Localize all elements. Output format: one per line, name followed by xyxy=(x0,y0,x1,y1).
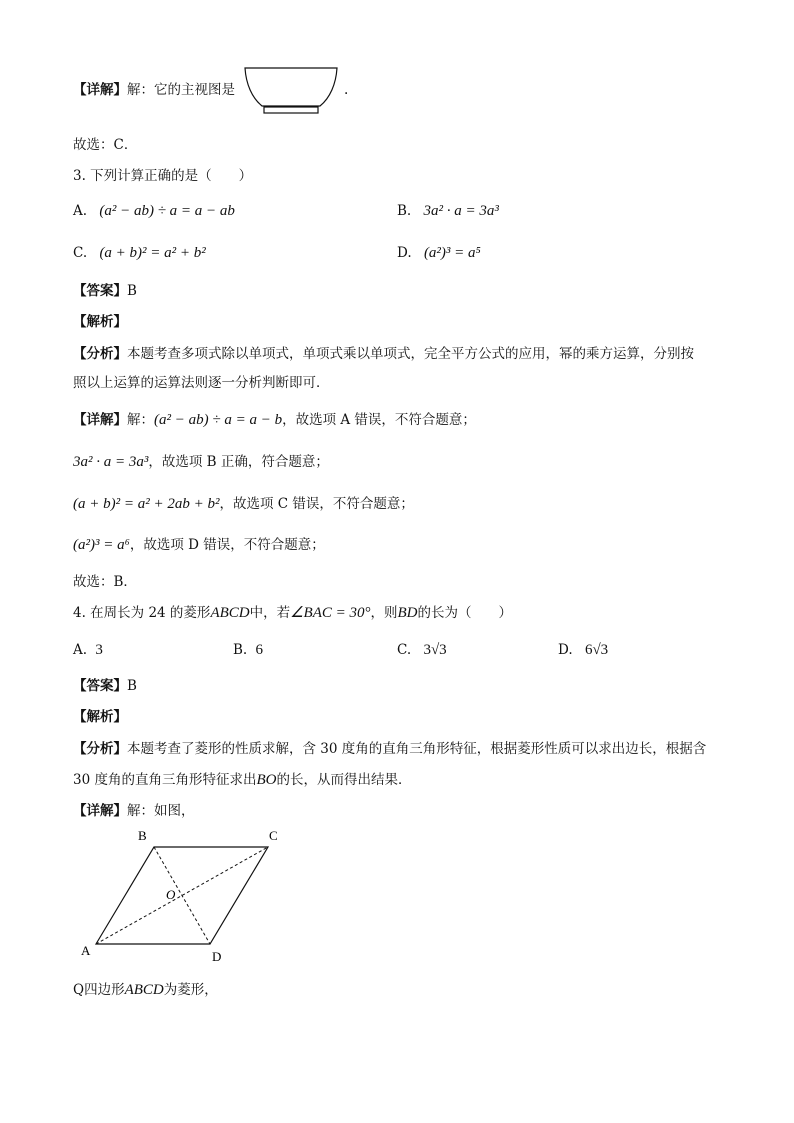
detail-tag: 【详解】 xyxy=(73,82,127,98)
q4-option-a xyxy=(73,640,103,660)
q3-fenxi-line1 xyxy=(73,344,694,364)
option-expr: (a² − ab) ÷ a = a − ab xyxy=(99,203,235,219)
q4-last-line xyxy=(73,980,218,1000)
fenxi-tag: 【分析】 xyxy=(73,346,127,362)
q3-option-b xyxy=(397,201,499,221)
detail-end-dot: . xyxy=(344,82,349,98)
q3-detail-line2 xyxy=(73,452,329,472)
q3-analysis-tag: 【解析】 xyxy=(73,314,127,330)
detail-tag: 【详解】 xyxy=(73,412,127,428)
vertex-label-c: C xyxy=(269,828,278,843)
option-label: D. xyxy=(558,642,573,658)
answer-value: B xyxy=(127,283,137,299)
q3-answer xyxy=(73,281,137,301)
q3-choice: 故选：B． xyxy=(73,574,137,590)
detail-text: ，故选项 B 正确，符合题意； xyxy=(148,454,329,470)
vertex-label-b: B xyxy=(138,828,147,843)
option-label: B. xyxy=(397,203,412,219)
q2-choice: 故选：C． xyxy=(73,137,138,153)
math-angle: ∠BAC = 30° xyxy=(290,605,371,621)
option-value: 3√3 xyxy=(423,642,447,658)
q4-option-b xyxy=(233,640,263,660)
detail-text: 解：如图， xyxy=(127,803,195,819)
math-abcd: ABCD xyxy=(210,605,250,621)
math-expr: 3a² · a = 3a³ xyxy=(73,454,149,470)
q4-fenxi-line1 xyxy=(73,739,706,759)
option-value: 3 xyxy=(95,642,103,658)
math-expr: (a²)³ = a⁶ xyxy=(73,537,130,553)
diagonal-bd xyxy=(154,847,210,944)
option-label: C. xyxy=(397,642,412,658)
q4-analysis-tag: 【解析】 xyxy=(73,709,127,725)
math-bd: BD xyxy=(397,605,418,621)
option-label: B. xyxy=(233,642,248,658)
vertex-label-d: D xyxy=(212,949,222,964)
q3-fenxi-line2: 照以上运算的运算法则逐一分析判断即可． xyxy=(73,375,330,391)
vertex-label-a: A xyxy=(81,943,91,958)
q4-answer xyxy=(73,676,137,696)
fenxi-text: 的长，从而得出结果． xyxy=(276,772,412,788)
q3-option-c xyxy=(73,243,206,263)
stem-text: ，则 xyxy=(370,605,398,621)
stem-text: 的长为（ ） xyxy=(417,605,513,621)
answer-tag: 【答案】 xyxy=(73,283,127,299)
option-value: 6 xyxy=(255,642,264,658)
q3-stem: 3. 下列计算正确的是（ ） xyxy=(73,168,253,184)
answer-value: B xyxy=(127,678,137,694)
detail-tag: 【详解】 xyxy=(73,803,127,819)
detail-text: ，故选项 C 错误，不符合题意； xyxy=(219,496,414,512)
because-symbol: Q xyxy=(73,982,85,998)
detail-prefix: 解： xyxy=(127,412,154,428)
detail-text: ，故选项 D 错误，不符合题意； xyxy=(129,537,325,553)
option-expr: 3a² · a = 3a³ xyxy=(423,203,499,219)
fenxi-text: 30 度角的直角三角形特征求出 xyxy=(73,772,257,788)
last-text: 四边形 xyxy=(84,982,125,998)
q3-detail-line4 xyxy=(73,535,325,555)
q4-option-c xyxy=(397,640,447,660)
math-abcd: ABCD xyxy=(124,982,164,998)
math-bo: BO xyxy=(256,772,277,788)
q4-stem xyxy=(73,603,512,623)
fenxi-text: 本题考查多项式除以单项式，单项式乘以单项式，完全平方公式的应用，幂的乘方运算，分别按 xyxy=(127,346,694,362)
math-expr: (a² − ab) ÷ a = a − b xyxy=(154,412,283,428)
q2-detail-line xyxy=(73,80,235,100)
stem-text: 中，若 xyxy=(249,605,291,621)
q3-option-d xyxy=(397,243,481,263)
q3-option-a xyxy=(73,201,235,221)
option-label: D. xyxy=(397,245,412,261)
q4-fenxi-line2 xyxy=(73,770,411,790)
option-label: A. xyxy=(73,642,88,658)
answer-tag: 【答案】 xyxy=(73,678,127,694)
stem-text: 4. 在周长为 24 的菱形 xyxy=(73,605,211,621)
math-expr: (a + b)² = a² + 2ab + b² xyxy=(73,496,220,512)
bowl-front-view-figure xyxy=(244,66,338,116)
option-value: 6√3 xyxy=(584,642,609,658)
detail-text: 解：它的主视图是 xyxy=(127,82,235,98)
detail-text: ，故选项 A 错误，不符合题意； xyxy=(282,412,476,428)
option-label: C. xyxy=(73,245,88,261)
last-text: 为菱形， xyxy=(163,982,218,998)
option-label: A. xyxy=(73,203,88,219)
q3-detail-line3 xyxy=(73,494,414,514)
fenxi-text: 本题考查了菱形的性质求解，含 30 度角的直角三角形特征，根据菱形性质可以求出边长，根据含 xyxy=(127,741,707,757)
q3-detail-line1 xyxy=(73,410,476,430)
rhombus-figure xyxy=(78,826,290,966)
q4-detail-line xyxy=(73,801,195,821)
q4-option-d xyxy=(558,640,608,660)
option-expr: (a²)³ = a⁵ xyxy=(423,245,481,261)
option-expr: (a + b)² = a² + b² xyxy=(99,245,206,261)
fenxi-tag: 【分析】 xyxy=(73,741,127,757)
center-label-o: O xyxy=(166,887,176,902)
